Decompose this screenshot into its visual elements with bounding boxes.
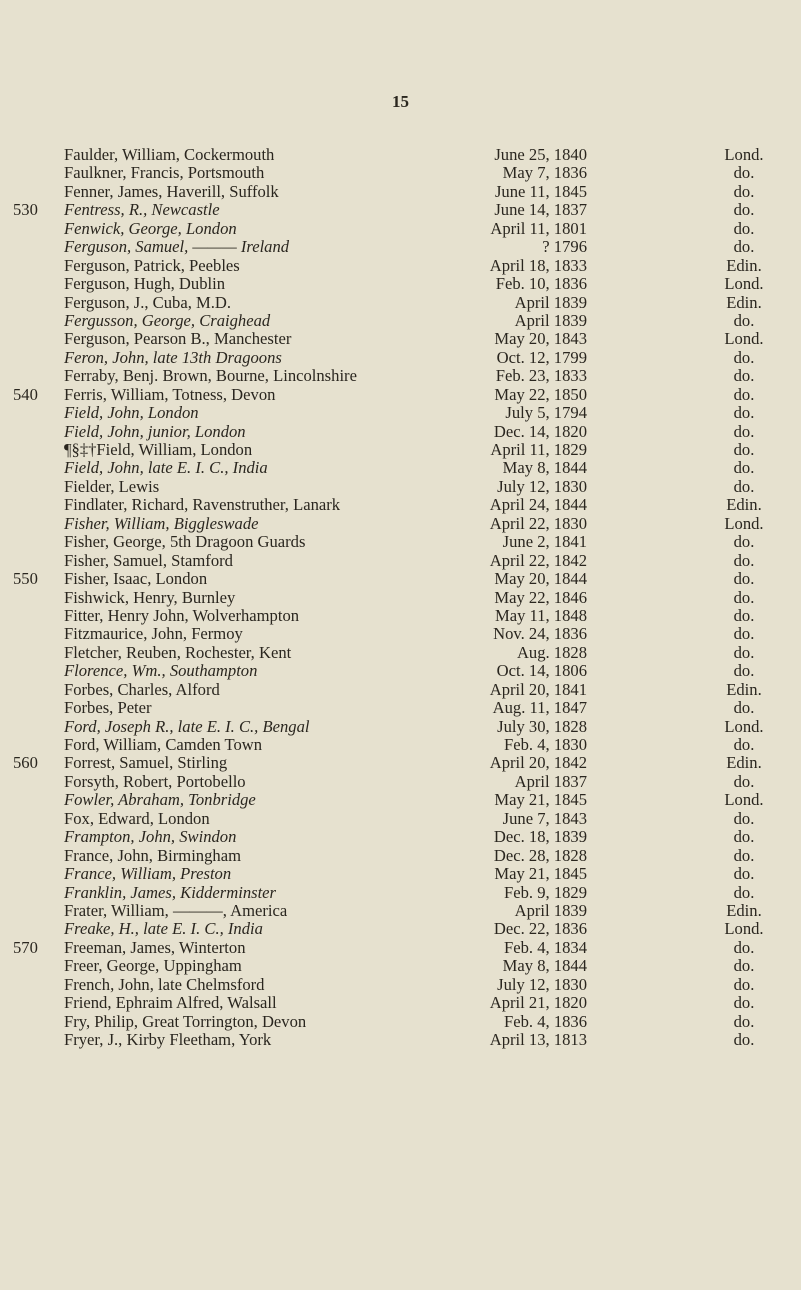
entry-place: Edin. bbox=[726, 753, 762, 773]
entry-name: ¶§‡†Field, William, London bbox=[64, 440, 253, 459]
entry-date: May 11, 1848 bbox=[494, 605, 587, 625]
entry-date: June 25, 1840 bbox=[494, 145, 587, 164]
entry-place: Lond. bbox=[724, 274, 764, 294]
register-entry bbox=[0, 404, 801, 422]
entry-date: ? 1796 bbox=[542, 237, 587, 257]
entry-name: Ford, William, Camden Town bbox=[64, 735, 263, 754]
entry-name: Ford, Joseph R., late E. I. C., Bengal bbox=[64, 716, 310, 736]
entry-date: April 20, 1842 bbox=[489, 753, 587, 773]
register-entry bbox=[0, 644, 801, 662]
entry-place: Lond. bbox=[724, 716, 764, 736]
entry-place: do. bbox=[733, 845, 755, 865]
register-entries bbox=[0, 146, 801, 1049]
entry-date: May 8, 1844 bbox=[502, 956, 587, 976]
register-entry bbox=[0, 164, 801, 182]
entry-place: Edin. bbox=[726, 679, 762, 699]
register-entry bbox=[0, 681, 801, 699]
entry-place: Edin. bbox=[726, 255, 762, 275]
register-entry bbox=[0, 662, 801, 680]
entry-place: do. bbox=[733, 237, 755, 257]
entry-name: Franklin, James, Kidderminster bbox=[64, 882, 277, 902]
entry-place: do. bbox=[733, 458, 755, 478]
register-entry bbox=[0, 791, 801, 809]
entry-place: do. bbox=[733, 476, 755, 496]
entry-name: Ferguson, J., Cuba, M.D. bbox=[64, 292, 232, 312]
entry-date: July 12, 1830 bbox=[497, 974, 587, 994]
register-entry bbox=[0, 312, 801, 330]
entry-date: Feb. 4, 1830 bbox=[504, 735, 587, 754]
register-entry bbox=[0, 441, 801, 459]
entry-place: do. bbox=[733, 624, 755, 644]
entry-name: Field, John, late E. I. C., India bbox=[64, 458, 268, 478]
entry-date: April 11, 1829 bbox=[490, 440, 587, 459]
register-entry bbox=[0, 1013, 801, 1031]
entry-place: Edin. bbox=[726, 495, 762, 515]
entry-place: do. bbox=[733, 421, 755, 441]
entry-place: do. bbox=[733, 605, 755, 625]
entry-place: do. bbox=[733, 642, 755, 662]
register-entry bbox=[0, 773, 801, 791]
entry-name: Fielder, Lewis bbox=[64, 476, 160, 496]
register-entry bbox=[0, 939, 801, 957]
register-entry bbox=[0, 957, 801, 975]
register-entry bbox=[0, 718, 801, 736]
entry-place: do. bbox=[733, 587, 755, 607]
entry-place: do. bbox=[733, 698, 755, 718]
entry-name: Florence, Wm., Southampton bbox=[64, 661, 258, 681]
register-entry bbox=[0, 238, 801, 256]
register-entry bbox=[0, 330, 801, 348]
entry-number: 570 bbox=[13, 937, 38, 957]
register-entry bbox=[0, 976, 801, 994]
entry-date: April 1839 bbox=[514, 310, 587, 330]
register-entry bbox=[0, 220, 801, 238]
register-entry bbox=[0, 275, 801, 293]
entry-place: do. bbox=[733, 384, 755, 404]
register-entry bbox=[0, 625, 801, 643]
entry-date: June 7, 1843 bbox=[502, 808, 587, 828]
entry-name: Freeman, James, Winterton bbox=[64, 937, 246, 957]
entry-name: Forbes, Charles, Alford bbox=[64, 679, 220, 699]
register-entry bbox=[0, 386, 801, 404]
entry-place: do. bbox=[733, 569, 755, 589]
entry-date: May 21, 1845 bbox=[494, 864, 587, 884]
entry-date: Feb. 9, 1829 bbox=[504, 882, 587, 902]
entry-place: do. bbox=[733, 403, 755, 423]
register-entry bbox=[0, 183, 801, 201]
entry-date: July 30, 1828 bbox=[497, 716, 587, 736]
entry-name: Faulder, William, Cockermouth bbox=[64, 145, 275, 164]
entry-name: Feron, John, late 13th Dragoons bbox=[64, 347, 282, 367]
register-entry bbox=[0, 994, 801, 1012]
entry-date: June 11, 1845 bbox=[494, 181, 587, 201]
entry-name: Friend, Ephraim Alfred, Walsall bbox=[64, 993, 277, 1013]
register-entry bbox=[0, 810, 801, 828]
entry-name: Ferguson, Patrick, Peebles bbox=[64, 255, 240, 275]
entry-name: Fentress, R., Newcastle bbox=[64, 200, 220, 220]
entry-date: April 21, 1820 bbox=[489, 993, 587, 1013]
entry-date: April 22, 1830 bbox=[489, 513, 587, 533]
register-entry bbox=[0, 699, 801, 717]
entry-name: Forbes, Peter bbox=[64, 698, 152, 718]
entry-name: Fletcher, Reuben, Rochester, Kent bbox=[64, 642, 292, 662]
entry-date: Nov. 24, 1836 bbox=[493, 624, 587, 644]
entry-name: Fisher, George, 5th Dragoon Guards bbox=[64, 532, 306, 552]
register-entry bbox=[0, 607, 801, 625]
entry-date: April 13, 1813 bbox=[489, 1030, 587, 1049]
entry-name: Field, John, junior, London bbox=[64, 421, 246, 441]
entry-place: Lond. bbox=[724, 919, 764, 939]
entry-place: do. bbox=[733, 956, 755, 976]
entry-name: Freake, H., late E. I. C., India bbox=[64, 919, 263, 939]
entry-number: 540 bbox=[13, 384, 38, 404]
entry-name: France, William, Preston bbox=[64, 864, 232, 884]
register-entry bbox=[0, 146, 801, 164]
entry-date: May 22, 1846 bbox=[494, 587, 587, 607]
entry-place: do. bbox=[733, 1011, 755, 1031]
entry-name: Fitzmaurice, John, Fermoy bbox=[64, 624, 243, 644]
entry-place: Edin. bbox=[726, 900, 762, 920]
entry-place: do. bbox=[733, 735, 755, 754]
entry-place: Lond. bbox=[724, 513, 764, 533]
register-entry bbox=[0, 865, 801, 883]
register-entry bbox=[0, 847, 801, 865]
entry-place: do. bbox=[733, 882, 755, 902]
entry-name: Freer, George, Uppingham bbox=[64, 956, 242, 976]
entry-date: Dec. 18, 1839 bbox=[493, 827, 587, 847]
entry-name: Fishwick, Henry, Burnley bbox=[64, 587, 236, 607]
entry-date: April 20, 1841 bbox=[489, 679, 587, 699]
entry-name: Faulkner, Francis, Portsmouth bbox=[64, 163, 265, 183]
entry-place: do. bbox=[733, 181, 755, 201]
entry-name: Fitter, Henry John, Wolverhampton bbox=[64, 605, 300, 625]
entry-date: Aug. 1828 bbox=[516, 642, 587, 662]
register-entry bbox=[0, 349, 801, 367]
entry-date: May 22, 1850 bbox=[494, 384, 587, 404]
entry-place: do. bbox=[733, 771, 755, 791]
register-entry bbox=[0, 1031, 801, 1049]
entry-name: Forrest, Samuel, Stirling bbox=[64, 753, 228, 773]
entry-date: May 20, 1844 bbox=[494, 569, 587, 589]
entry-place: do. bbox=[733, 440, 755, 459]
entry-name: Fergusson, George, Craighead bbox=[64, 310, 271, 330]
entry-name: Fenner, James, Haverill, Suffolk bbox=[64, 181, 279, 201]
register-entry bbox=[0, 884, 801, 902]
register-entry bbox=[0, 459, 801, 477]
entry-place: Lond. bbox=[724, 790, 764, 810]
entry-date: Dec. 28, 1828 bbox=[493, 845, 587, 865]
entry-name: Forsyth, Robert, Portobello bbox=[64, 771, 246, 791]
entry-name: Fisher, Isaac, London bbox=[64, 569, 208, 589]
entry-place: do. bbox=[733, 974, 755, 994]
entry-name: French, John, late Chelmsford bbox=[64, 974, 265, 994]
entry-name: Ferguson, Pearson B., Manchester bbox=[64, 329, 292, 349]
entry-date: April 1837 bbox=[514, 771, 587, 791]
entry-place: Edin. bbox=[726, 292, 762, 312]
entry-date: May 7, 1836 bbox=[502, 163, 587, 183]
entry-date: April 11, 1801 bbox=[490, 218, 587, 238]
entry-place: do. bbox=[733, 993, 755, 1013]
entry-name: Field, John, London bbox=[64, 403, 199, 423]
entry-date: July 12, 1830 bbox=[497, 476, 587, 496]
entry-date: May 21, 1845 bbox=[494, 790, 587, 810]
entry-place: do. bbox=[733, 532, 755, 552]
entry-date: July 5, 1794 bbox=[505, 403, 587, 423]
entry-date: Feb. 4, 1836 bbox=[504, 1011, 587, 1031]
entry-name: Fryer, J., Kirby Fleetham, York bbox=[64, 1030, 272, 1049]
register-entry bbox=[0, 828, 801, 846]
entry-date: Dec. 22, 1836 bbox=[493, 919, 587, 939]
entry-name: Fowler, Abraham, Tonbridge bbox=[64, 790, 256, 810]
entry-place: do. bbox=[733, 366, 755, 386]
entry-date: Dec. 14, 1820 bbox=[493, 421, 587, 441]
entry-place: do. bbox=[733, 827, 755, 847]
register-entry bbox=[0, 496, 801, 514]
entry-place: Lond. bbox=[724, 145, 764, 164]
entry-date: Feb. 10, 1836 bbox=[495, 274, 587, 294]
entry-place: do. bbox=[733, 310, 755, 330]
register-entry bbox=[0, 736, 801, 754]
entry-place: do. bbox=[733, 163, 755, 183]
entry-date: Feb. 4, 1834 bbox=[504, 937, 587, 957]
entry-date: June 14, 1837 bbox=[494, 200, 587, 220]
entry-place: do. bbox=[733, 218, 755, 238]
entry-name: Fisher, William, Biggleswade bbox=[64, 513, 259, 533]
entry-name: Findlater, Richard, Ravenstruther, Lanark bbox=[64, 495, 341, 515]
register-entry bbox=[0, 533, 801, 551]
register-entry bbox=[0, 515, 801, 533]
register-entry bbox=[0, 920, 801, 938]
entry-place: Lond. bbox=[724, 329, 764, 349]
entry-name: Frampton, John, Swindon bbox=[64, 827, 237, 847]
register-entry bbox=[0, 478, 801, 496]
entry-place: do. bbox=[733, 808, 755, 828]
entry-name: Frater, William, ———, America bbox=[64, 900, 288, 920]
entry-place: do. bbox=[733, 550, 755, 570]
entry-date: Feb. 23, 1833 bbox=[495, 366, 587, 386]
entry-name: Fry, Philip, Great Torrington, Devon bbox=[64, 1011, 307, 1031]
entry-date: April 1839 bbox=[514, 900, 587, 920]
entry-date: May 20, 1843 bbox=[494, 329, 587, 349]
entry-place: do. bbox=[733, 347, 755, 367]
entry-date: April 22, 1842 bbox=[489, 550, 587, 570]
register-entry bbox=[0, 552, 801, 570]
entry-date: Oct. 14, 1806 bbox=[496, 661, 587, 681]
register-entry bbox=[0, 570, 801, 588]
entry-date: Oct. 12, 1799 bbox=[496, 347, 587, 367]
entry-place: do. bbox=[733, 200, 755, 220]
entry-name: France, John, Birmingham bbox=[64, 845, 241, 865]
entry-date: April 1839 bbox=[514, 292, 587, 312]
entry-name: Ferris, William, Totness, Devon bbox=[64, 384, 276, 404]
entry-place: do. bbox=[733, 1030, 755, 1049]
entry-name: Ferraby, Benj. Brown, Bourne, Lincolnshire bbox=[64, 366, 357, 386]
entry-date: Aug. 11, 1847 bbox=[492, 698, 587, 718]
entry-name: Fenwick, George, London bbox=[64, 218, 237, 238]
register-entry bbox=[0, 902, 801, 920]
entry-name: Ferguson, Samuel, ——— Ireland bbox=[64, 237, 290, 257]
entry-name: Fisher, Samuel, Stamford bbox=[64, 550, 233, 570]
register-entry bbox=[0, 257, 801, 275]
entry-date: June 2, 1841 bbox=[502, 532, 587, 552]
entry-name: Fox, Edward, London bbox=[64, 808, 210, 828]
entry-date: April 18, 1833 bbox=[489, 255, 587, 275]
register-entry bbox=[0, 294, 801, 312]
entry-place: do. bbox=[733, 661, 755, 681]
register-entry bbox=[0, 589, 801, 607]
entry-place: do. bbox=[733, 937, 755, 957]
entry-number: 530 bbox=[13, 200, 38, 220]
entry-name: Ferguson, Hugh, Dublin bbox=[64, 274, 226, 294]
entry-date: May 8, 1844 bbox=[502, 458, 587, 478]
register-entry bbox=[0, 754, 801, 772]
register-entry bbox=[0, 201, 801, 219]
entry-place: do. bbox=[733, 864, 755, 884]
entry-date: April 24, 1844 bbox=[489, 495, 587, 515]
entry-number: 550 bbox=[13, 569, 38, 589]
page-number: 15 bbox=[392, 92, 409, 111]
register-entry bbox=[0, 423, 801, 441]
entry-number: 560 bbox=[13, 753, 38, 773]
register-entry bbox=[0, 367, 801, 385]
